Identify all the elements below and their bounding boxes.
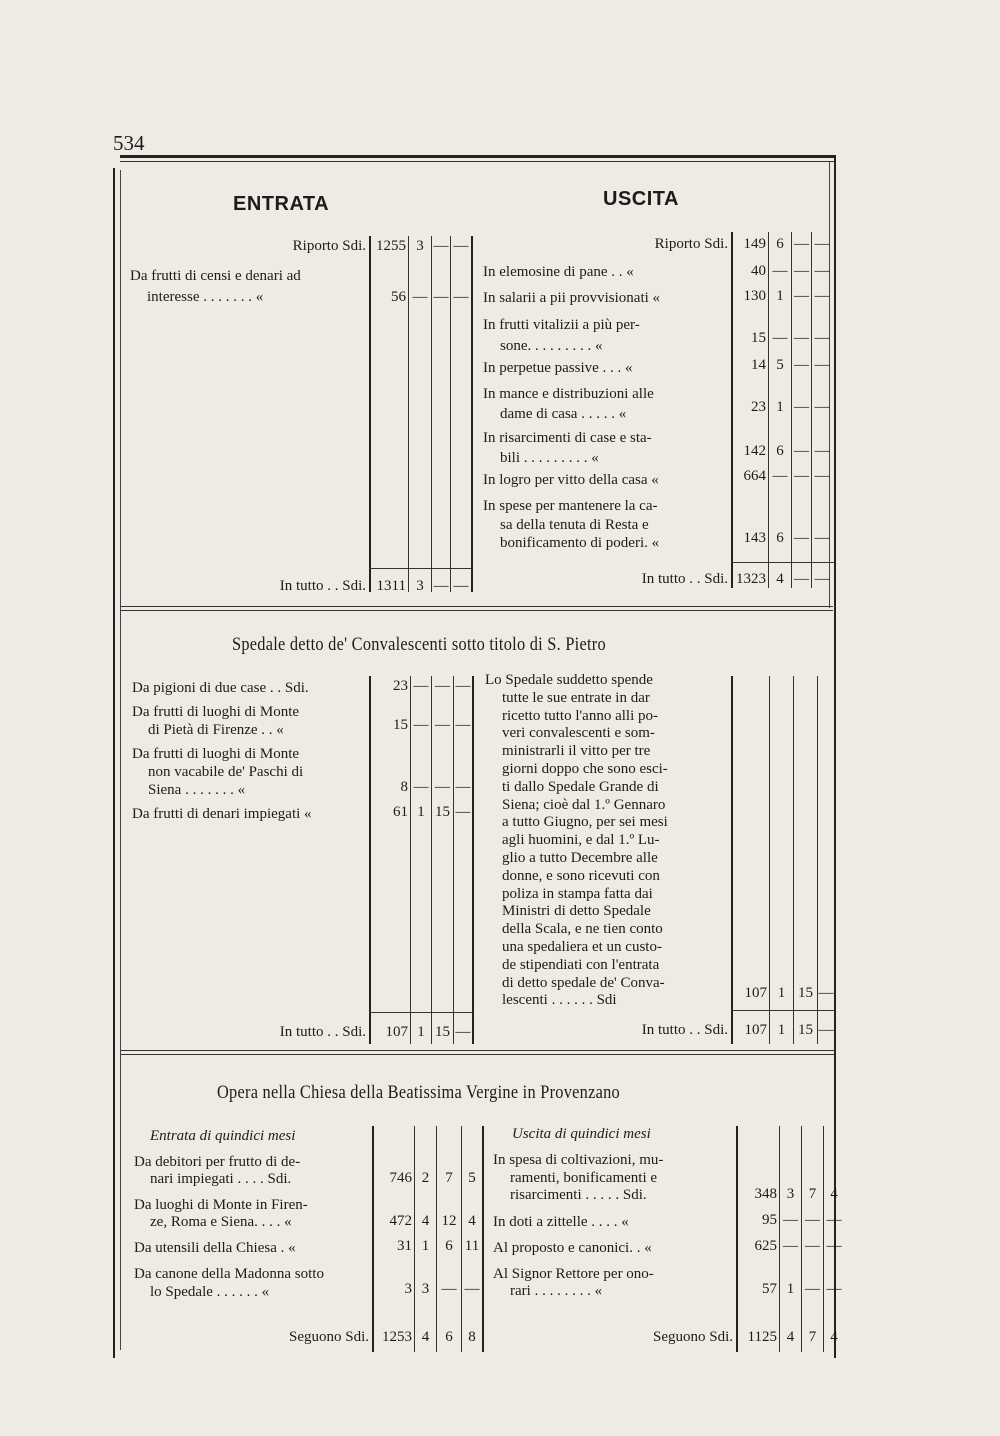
amount-cell: 15 (798, 985, 813, 1001)
expense-label: In mance e distribuzioni alle (483, 386, 654, 402)
expense-label: ramenti, bonificamenti e (510, 1170, 658, 1186)
description-line: Siena; cioè dal 1.º Gennaro (502, 796, 666, 813)
amount-cell: — (794, 399, 809, 415)
total-cell: — (453, 578, 469, 594)
amount-cell: 143 (743, 530, 766, 546)
amount-cell: 3 (416, 238, 424, 254)
amount-cell: 12 (441, 1213, 457, 1229)
expense-label: bili . . . . . . . . . « (500, 450, 599, 466)
amount-cell: 4 (421, 1213, 430, 1229)
amount-cell: — (794, 236, 809, 252)
amount-cell: — (435, 678, 450, 694)
expense-label: risarcimenti . . . . . Sdi. (510, 1187, 647, 1203)
description-line: tutte le sue entrate in dar (502, 689, 650, 706)
entry-label: interesse . . . . . . . « (147, 289, 264, 305)
amount-cell: 1 (776, 399, 784, 415)
amount-cell: — (455, 678, 471, 694)
amount-cell: 6 (776, 236, 784, 252)
expense-label: In doti a zittelle . . . . « (493, 1214, 629, 1230)
amount-cell: — (455, 779, 471, 795)
total-cell: 1323 (736, 571, 766, 587)
amount-cell: 3 (404, 1281, 412, 1297)
entry-label: Da debitori per frutto di de- (134, 1154, 301, 1170)
expense-label: In risarcimenti di case e sta- (483, 430, 652, 446)
amount-cell: — (435, 717, 450, 733)
total-cell: 15 (435, 1024, 450, 1040)
entry-label: nari impiegati . . . . Sdi. (150, 1171, 292, 1187)
sum-rule (731, 1010, 835, 1011)
expense-label: sone. . . . . . . . . « (500, 338, 603, 354)
amount-cell: 1 (417, 804, 425, 820)
frame-left-rule-thin (120, 170, 121, 1350)
amount-cell: 1 (776, 288, 784, 304)
amount-cell: 8 (400, 779, 408, 795)
total-cell: — (814, 571, 830, 587)
amount-cell: — (814, 288, 830, 304)
sum-rule (731, 562, 835, 563)
amount-cell: — (794, 468, 809, 484)
section-divider (121, 610, 833, 611)
amount-cell: 3 (786, 1186, 795, 1202)
amount-cell: 6 (776, 530, 784, 546)
total-cell: — (818, 1022, 834, 1038)
entry-label: lo Spedale . . . . . . « (150, 1284, 270, 1300)
total-cell: — (455, 1024, 471, 1040)
amount-cell: — (413, 779, 429, 795)
total-cell: 4 (786, 1329, 795, 1345)
entry-label: Da frutti di censi e denari ad (130, 268, 301, 284)
riporto-label: Riporto Sdi. (292, 238, 366, 254)
description-line: ti dallo Spedale Grande di (502, 778, 659, 795)
amount-cell: — (413, 678, 429, 694)
expense-label: In logro per vitto della casa « (483, 472, 659, 488)
amount-cell: 3 (421, 1281, 430, 1297)
amount-cell: 107 (744, 985, 767, 1001)
entry-label: di Pietà di Firenze . . « (148, 722, 284, 738)
amount-cell: 348 (754, 1186, 777, 1202)
amount-cell: 7 (445, 1170, 453, 1186)
total-cell: 1125 (747, 1329, 777, 1345)
amount-cell: 1 (421, 1238, 430, 1254)
column-rule (482, 1126, 484, 1352)
amount-cell: — (453, 238, 469, 254)
amount-cell: 56 (391, 289, 406, 305)
amount-cell: — (783, 1238, 798, 1254)
amount-cell: 14 (751, 357, 766, 373)
frame-right-rule (834, 158, 836, 1358)
description-line: Lo Spedale suddetto spende (485, 672, 653, 688)
amount-cell: — (826, 1238, 842, 1254)
amount-cell: — (413, 717, 429, 733)
amount-cell: 5 (776, 357, 784, 373)
amount-cell: — (435, 779, 450, 795)
amount-cell: 5 (468, 1170, 476, 1186)
amount-cell: — (814, 357, 830, 373)
frame-top-rule (120, 155, 836, 158)
amount-cell: 31 (397, 1238, 412, 1254)
expense-label: In spese per mantenere la ca- (483, 498, 658, 514)
section-title: Opera nella Chiesa della Beatissima Vergine in Provenzano (217, 1082, 620, 1103)
uscita-heading: USCITA (603, 188, 679, 210)
amount-cell: 1255 (376, 238, 406, 254)
amount-cell: — (455, 717, 471, 733)
description-line: giorni doppo che sono esci- (502, 760, 668, 777)
section-title: Spedale detto de' Convalescenti sotto titolo di S. Pietro (232, 634, 606, 655)
amount-cell: 23 (751, 399, 766, 415)
amount-cell: 61 (393, 804, 408, 820)
amount-cell: — (794, 288, 809, 304)
entry-label: non vacabile de' Paschi di (148, 764, 304, 780)
total-cell: 1253 (382, 1329, 412, 1345)
amount-cell: — (814, 399, 830, 415)
section-divider (121, 1050, 835, 1051)
amount-cell: 95 (762, 1212, 777, 1228)
description-line: lescenti . . . . . . Sdi (502, 992, 617, 1009)
amount-cell: — (826, 1281, 842, 1297)
amount-cell: — (794, 330, 809, 346)
amount-cell: — (814, 263, 830, 279)
expense-label: In spesa di coltivazioni, mu- (493, 1152, 664, 1168)
total-cell: 15 (798, 1022, 813, 1038)
total-cell: 107 (385, 1024, 408, 1040)
sum-rule (369, 1012, 473, 1013)
amount-cell: 746 (389, 1170, 412, 1186)
total-cell: 1 (417, 1024, 425, 1040)
expense-label: Al proposto e canonici. . « (493, 1240, 652, 1256)
uscita-subtitle: Uscita di quindici mesi (512, 1126, 651, 1142)
amount-cell: 625 (754, 1238, 777, 1254)
total-cell: 3 (416, 578, 424, 594)
column-rule (471, 236, 473, 592)
description-line: Ministri di detto Spedale (502, 903, 651, 920)
total-label: In tutto . . Sdi. (279, 1024, 366, 1040)
amount-cell: — (455, 804, 471, 820)
entry-label: Siena . . . . . . . « (148, 782, 246, 798)
amount-cell: — (814, 330, 830, 346)
total-cell: 4 (776, 571, 784, 587)
amount-cell: 57 (762, 1281, 777, 1297)
entry-label: Da pigioni di due case . . Sdi. (132, 680, 309, 696)
total-cell: 107 (744, 1022, 767, 1038)
entry-label: Da frutti di luoghi di Monte (132, 746, 300, 762)
total-label: In tutto . . Sdi. (641, 1022, 728, 1038)
amount-cell: 130 (743, 288, 766, 304)
description-line: della Scala, e ne tien conto (502, 921, 663, 938)
amount-cell: 4 (468, 1213, 476, 1229)
amount-cell: — (794, 263, 809, 279)
amount-cell: — (441, 1281, 457, 1297)
amount-cell: — (794, 530, 809, 546)
total-cell: 4 (421, 1329, 430, 1345)
amount-cell: — (783, 1212, 798, 1228)
description-line: de stipendiati con l'entrata (502, 956, 660, 973)
description-line: agli huomini, e dal 1.º Lu- (502, 832, 660, 849)
amount-cell: — (794, 443, 809, 459)
amount-cell: 2 (421, 1170, 430, 1186)
total-label: In tutto . . Sdi. (279, 578, 366, 594)
amount-cell: 142 (743, 443, 766, 459)
total-cell: 8 (468, 1329, 476, 1345)
description-line: glio a tutto Decembre alle (502, 849, 658, 866)
frame-top-rule-thin (120, 161, 834, 162)
description-line: ricetto tutto l'anno alli po- (502, 707, 658, 724)
amount-cell: 15 (393, 717, 408, 733)
total-cell: 6 (445, 1329, 453, 1345)
amount-cell: — (826, 1212, 842, 1228)
entry-label: Da canone della Madonna sotto (134, 1266, 324, 1282)
section-divider (121, 1054, 835, 1055)
total-label: In tutto . . Sdi. (641, 571, 728, 587)
page-number: 534 (113, 131, 145, 155)
amount-cell: 664 (743, 468, 766, 484)
column-rule (472, 676, 474, 1044)
expense-label: In elemosine di pane . . « (483, 264, 634, 280)
description-line: a tutto Giugno, per sei mesi (502, 814, 668, 831)
amount-cell: 7 (808, 1186, 817, 1202)
amount-cell: — (805, 1212, 820, 1228)
amount-cell: — (412, 289, 428, 305)
amount-cell: — (433, 289, 449, 305)
expense-label: dame di casa . . . . . « (500, 406, 627, 422)
amount-cell: — (814, 468, 830, 484)
amount-cell: 1 (786, 1281, 795, 1297)
section-divider (121, 606, 833, 607)
entry-label: Da luoghi di Monte in Firen- (134, 1197, 308, 1213)
total-cell: 1 (777, 1022, 786, 1038)
amount-cell: 40 (751, 263, 766, 279)
description-line: ministrarli il vitto per tre (502, 743, 651, 760)
entry-label: Da frutti di luoghi di Monte (132, 704, 300, 720)
entrata-subtitle: Entrata di quindici mesi (150, 1128, 296, 1144)
amount-cell: 6 (445, 1238, 453, 1254)
expense-label: sa della tenuta di Resta e (500, 517, 649, 533)
total-cell: 7 (808, 1329, 817, 1345)
description-line: veri convalescenti e som- (502, 725, 655, 742)
amount-cell: — (772, 263, 788, 279)
amount-cell: 472 (389, 1213, 412, 1229)
amount-cell: — (453, 289, 469, 305)
total-cell: — (433, 578, 449, 594)
amount-cell: — (814, 443, 830, 459)
total-cell: — (794, 571, 809, 587)
amount-cell: — (433, 238, 449, 254)
amount-cell: — (814, 530, 830, 546)
entrata-heading: ENTRATA (233, 193, 330, 215)
expense-label: In perpetue passive . . . « (483, 360, 633, 376)
expense-label: In salarii a pii provvisionati « (483, 290, 661, 306)
amount-cell: — (772, 330, 788, 346)
expense-label: In frutti vitalizii a più per- (483, 317, 640, 333)
expense-label: rari . . . . . . . . « (510, 1283, 603, 1299)
description-line: di detto spedale de' Conva- (502, 974, 665, 991)
description-line: poliza in stampa fatta dai (502, 885, 653, 902)
amount-cell: 1 (777, 985, 786, 1001)
seguono-label: Seguono Sdi. (288, 1329, 369, 1345)
amount-cell: — (805, 1281, 820, 1297)
amount-cell: 4 (830, 1186, 838, 1202)
description-line: donne, e sono ricevuti con (502, 867, 660, 884)
amount-cell: — (794, 357, 809, 373)
amount-cell: — (772, 468, 788, 484)
sum-rule (369, 568, 471, 569)
amount-cell: 23 (393, 678, 408, 694)
amount-cell: 11 (464, 1238, 480, 1254)
description-line: una spedaliera et un custo- (502, 938, 662, 955)
expense-label: Al Signor Rettore per ono- (493, 1266, 654, 1282)
amount-cell: — (805, 1238, 820, 1254)
entry-label: Da utensili della Chiesa . « (134, 1240, 296, 1256)
amount-cell: 149 (743, 236, 766, 252)
amount-cell: 15 (751, 330, 766, 346)
amount-cell: — (814, 236, 830, 252)
description-paragraph (485, 672, 709, 1010)
seguono-label: Seguono Sdi. (652, 1329, 733, 1345)
riporto-label: Riporto Sdi. (654, 236, 728, 252)
total-cell: 1311 (376, 578, 406, 594)
expense-label: bonificamento di poderi. « (500, 535, 660, 551)
entry-label: Da frutti di denari impiegati « (132, 806, 312, 822)
frame-left-rule (113, 168, 115, 1358)
total-cell: 4 (830, 1329, 838, 1345)
amount-cell: 15 (435, 804, 450, 820)
amount-cell: — (818, 985, 834, 1001)
amount-cell: — (464, 1281, 480, 1297)
amount-cell: 6 (776, 443, 784, 459)
entry-label: ze, Roma e Siena. . . . « (150, 1214, 292, 1230)
